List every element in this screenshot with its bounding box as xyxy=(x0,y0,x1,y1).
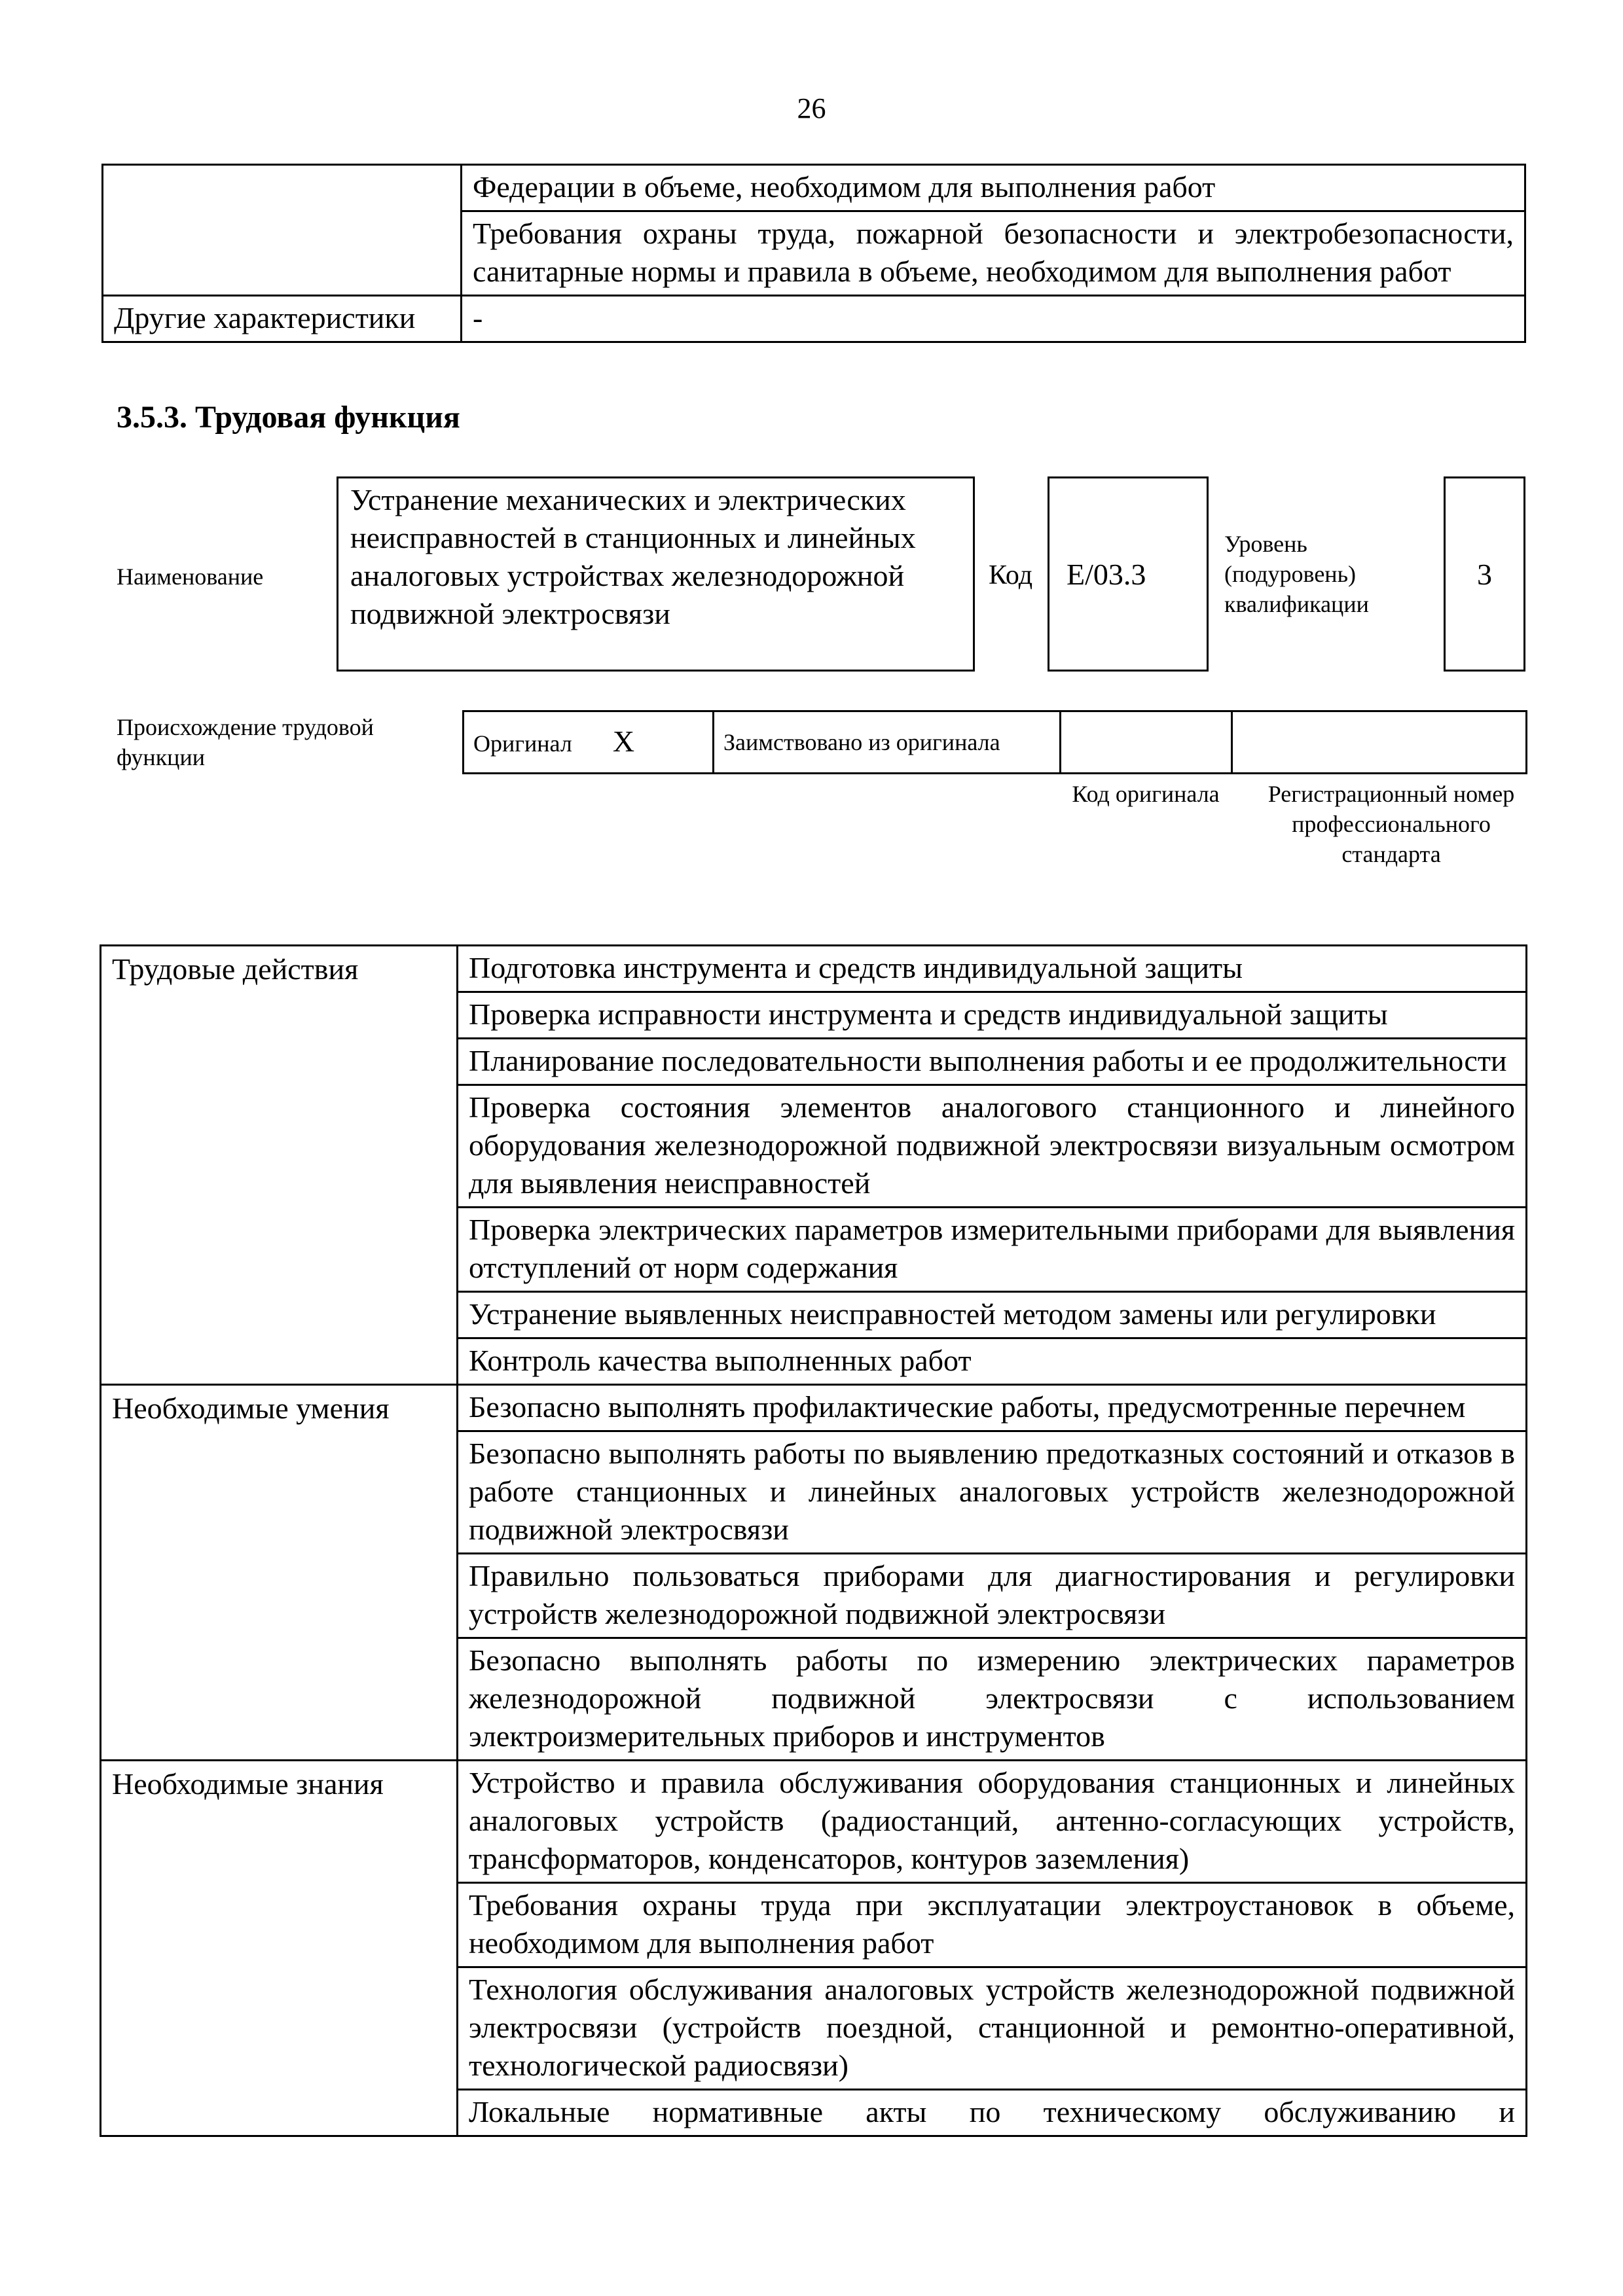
labor-action-item: Контроль качества выполненных работ xyxy=(458,1338,1527,1385)
labor-action-item: Устранение выявленных неисправностей методом замены или регулировки xyxy=(458,1292,1527,1338)
registration-number-cell xyxy=(1232,711,1527,774)
original-code-cell xyxy=(1061,711,1232,774)
labor-action-item: Проверка электрических параметров измерительными приборами для выявления отступлений от норм содержания xyxy=(458,1208,1527,1292)
requirement-cell: Требования охраны труда, пожарной безопасности и электробезопасности, санитарные нормы и правила в объеме, необходимом для выполнения работ xyxy=(462,211,1525,296)
labor-function-table xyxy=(100,944,1527,2137)
level-value-box: 3 xyxy=(1444,476,1525,672)
registration-number-caption: Регистрационный номер профессионального стандарта xyxy=(1267,781,1515,867)
origin-label: Происхождение трудовой функции xyxy=(117,714,374,770)
knowledge-item: Требования охраны труда при эксплуатации электроустановок в объеме, необходимом для выполнения работ xyxy=(458,1883,1527,1967)
section-heading: 3.5.3. Трудовая функция xyxy=(117,400,460,435)
labor-actions-label: Трудовые действия xyxy=(101,946,458,1385)
borrowed-label: Заимствовано из оригинала xyxy=(714,711,1061,774)
empty-cell xyxy=(103,165,462,211)
original-cell xyxy=(464,711,714,774)
required-skills-group xyxy=(101,1385,1527,1761)
origin-table xyxy=(462,710,1527,774)
labor-action-item: Подготовка инструмента и средств индивидуальной защиты xyxy=(458,946,1527,992)
function-code-box: E/03.3 xyxy=(1048,476,1209,672)
knowledge-item: Локальные нормативные акты по техническому обслуживанию и xyxy=(458,2090,1527,2136)
skill-item: Безопасно выполнять работы по измерению электрических параметров железнодорожной подвижной электросвязи с использованием электроизмерительных приборов и инструментов xyxy=(458,1638,1527,1761)
required-knowledge-group xyxy=(101,1761,1527,2136)
knowledge-item: Устройство и правила обслуживания оборудования станционных и линейных аналоговых устройств (радиостанций, антенно-согласующих устройств, трансформаторов, конденсаторов, контуров заземления) xyxy=(458,1761,1527,1883)
skill-item: Правильно пользоваться приборами для диагностирования и регулировки устройств железнодорожной подвижной электросвязи xyxy=(458,1554,1527,1638)
requirement-cell: Федерации в объеме, необходимом для выполнения работ xyxy=(462,165,1525,211)
other-characteristics-value: - xyxy=(462,296,1525,342)
labor-actions-group xyxy=(101,946,1527,1385)
skill-item: Безопасно выполнять профилактические работы, предусмотренные перечнем xyxy=(458,1385,1527,1431)
skill-item: Безопасно выполнять работы по выявлению предотказных состояний и отказов в работе станционных и линейных аналоговых устройств железнодорожной подвижной электросвязи xyxy=(458,1431,1527,1554)
original-label: Оригинал xyxy=(473,730,572,757)
original-mark: X xyxy=(612,724,635,758)
empty-cell xyxy=(103,211,462,296)
page-number: 26 xyxy=(797,92,826,124)
code-label: Код xyxy=(989,560,1033,590)
name-label: Наименование xyxy=(117,564,264,590)
required-skills-label: Необходимые умения xyxy=(101,1385,458,1761)
labor-action-item: Проверка исправности инструмента и средств индивидуальной защиты xyxy=(458,992,1527,1039)
original-code-caption: Код оригинала xyxy=(1072,781,1220,807)
knowledge-item: Технология обслуживания аналоговых устройств железнодорожной подвижной электросвязи (устройств поездной, станционной и ремонтно-оперативной, технологической радиосвязи) xyxy=(458,1967,1527,2090)
required-knowledge-label: Необходимые знания xyxy=(101,1761,458,2136)
labor-action-item: Проверка состояния элементов аналогового станционного и линейного оборудования железнодорожной подвижной электросвязи визуальным осмотром для выявления неисправностей xyxy=(458,1085,1527,1208)
other-characteristics-label: Другие характеристики xyxy=(103,296,462,342)
function-name-box: Устранение механических и электрических неисправностей в станционных и линейных аналоговых устройствах железнодорожной подвижной электросвязи xyxy=(337,476,975,672)
level-label: Уровень (подуровень) квалификации xyxy=(1224,531,1369,617)
top-characteristics-table xyxy=(101,164,1526,343)
labor-action-item: Планирование последовательности выполнения работы и ее продолжительности xyxy=(458,1039,1527,1085)
